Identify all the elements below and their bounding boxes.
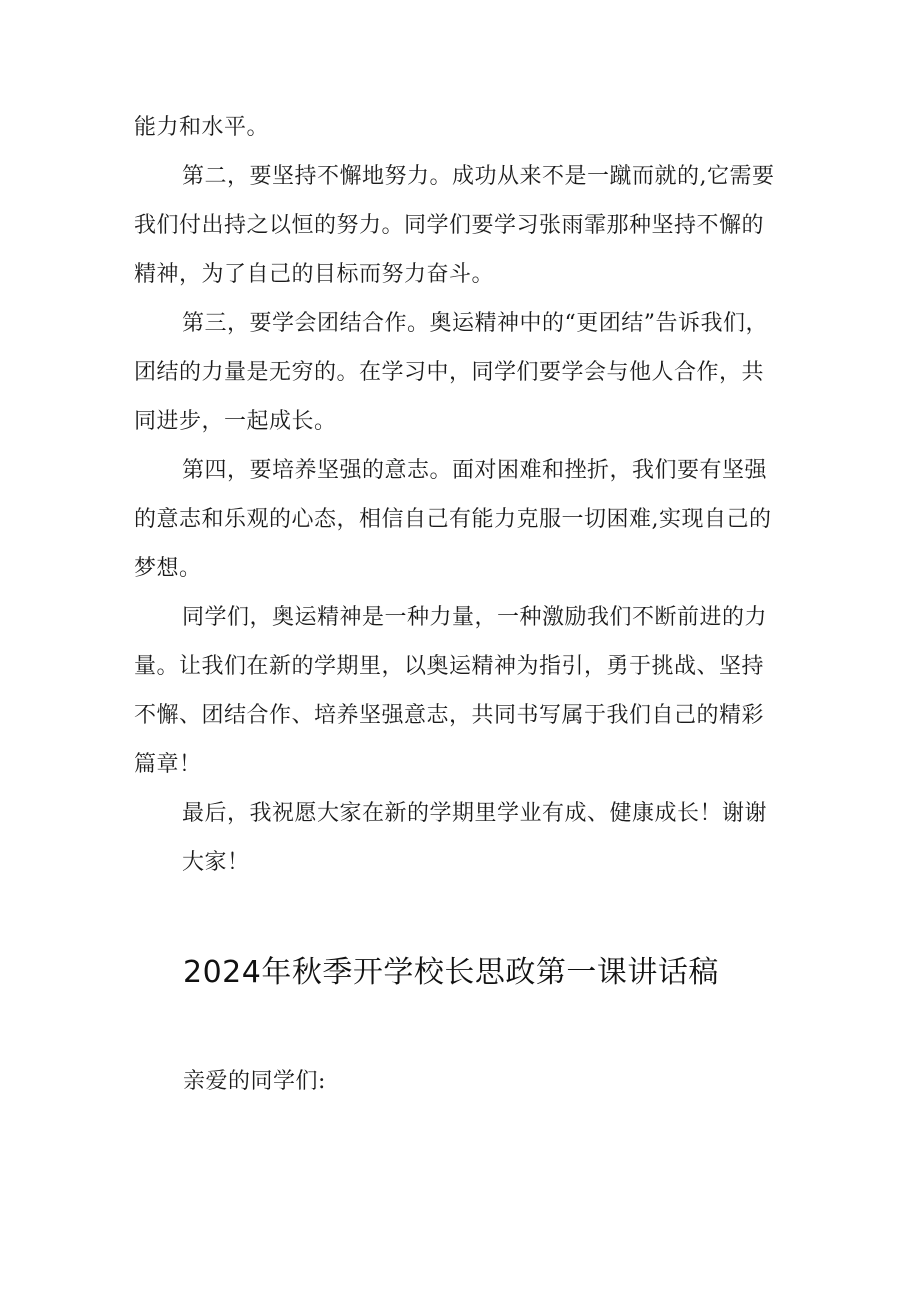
paragraph-willpower — [134, 446, 794, 593]
text-line: 不懈、团结合作、培养坚强意志，共同书写属于我们自己的精彩 — [134, 703, 765, 728]
text-line: 的意志和乐观的心态，相信自己有能力克服一切困难,实现自己的 — [134, 507, 772, 532]
text-line: 最后，我祝愿大家在新的学期里学业有成、健康成长！谢谢 — [182, 801, 768, 826]
text-line: 团结的力量是无穷的。在学习中，同学们要学会与他人合作，共 — [134, 360, 765, 385]
text-line: 第四，要培养坚强的意志。面对困难和挫折，我们要有坚强 — [182, 458, 768, 483]
text-line: 同学们，奥运精神是一种力量，一种激励我们不断前进的力 — [182, 605, 768, 630]
paragraph-persistence — [134, 152, 794, 299]
text-line: 同进步，一起成长。 — [134, 409, 337, 434]
document-title: 2024年秋季开学校长思政第一课讲话稿 — [183, 955, 719, 990]
paragraph-ability — [134, 103, 794, 152]
text-line: 能力和水平。 — [134, 115, 270, 140]
paragraph-olympic-spirit — [134, 593, 794, 789]
text-line: 篇章！ — [134, 752, 202, 777]
paragraph-teamwork — [134, 299, 794, 446]
text-line: 精神，为了自己的目标而努力奋斗。 — [134, 262, 495, 287]
text-line: 大家！ — [182, 850, 250, 875]
text-line: 我们付出持之以恒的努力。同学们要学习张雨霏那种坚持不懈的 — [134, 213, 765, 238]
text-line: 量。让我们在新的学期里，以奥运精神为指引，勇于挑战、坚持 — [134, 654, 765, 679]
paragraph-closing — [134, 789, 794, 887]
text-line: 第二，要坚持不懈地努力。成功从来不是一蹴而就的,它需要 — [182, 164, 775, 189]
body-text — [134, 103, 794, 887]
text-line: 梦想。 — [134, 556, 202, 581]
text-line: 第三，要学会团结合作。奥运精神中的“更团结”告诉我们， — [182, 311, 768, 336]
salutation: 亲爱的同学们: — [183, 1069, 326, 1094]
